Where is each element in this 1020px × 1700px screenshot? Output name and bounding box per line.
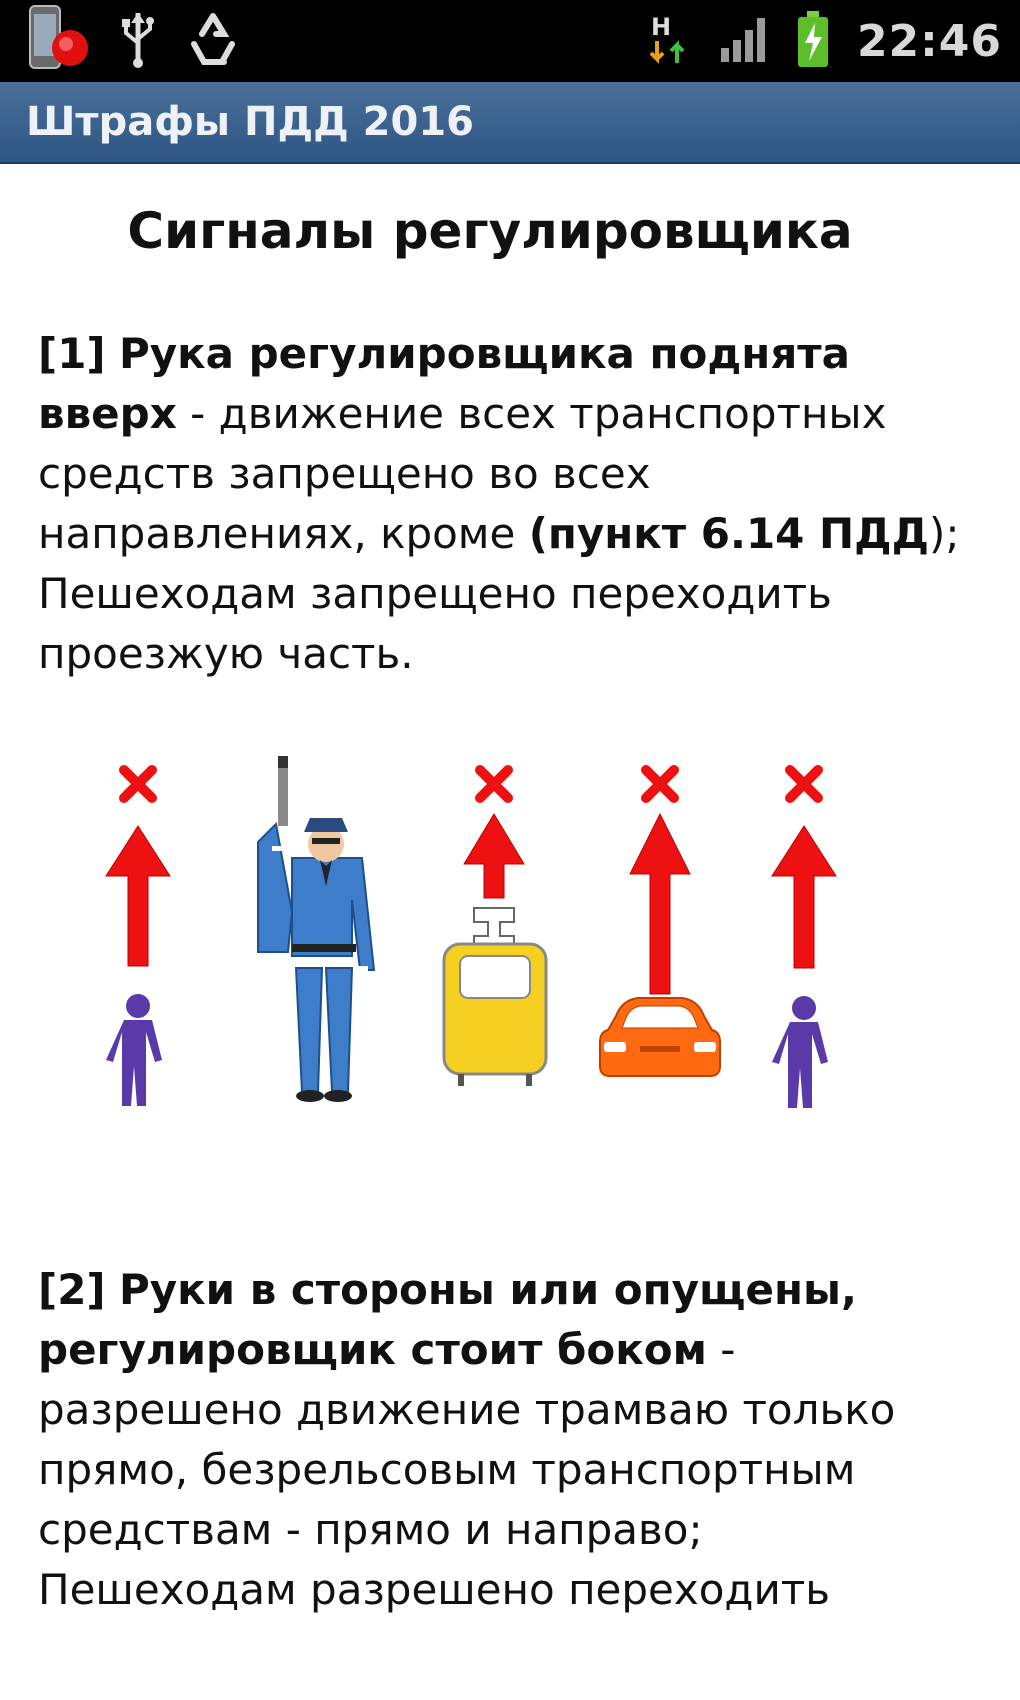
prohibited-cross-icon (124, 770, 152, 798)
arrow-up-icon (772, 826, 836, 968)
rule-2-heading: Руки в стороны или опущены, регулировщик стоит боком (38, 1265, 857, 1374)
status-bar (0, 0, 1020, 82)
traffic-controller-illustration (80, 754, 920, 1134)
page-title: Сигналы регулировщика (127, 202, 853, 260)
arrow-up-icon (106, 826, 170, 966)
rule-1-number: [1] (38, 329, 106, 378)
prohibited-cross-icon (790, 770, 818, 798)
rule-1-text: движение всех транспортных средств запрещено во всех направлениях, кроме (38, 389, 887, 558)
car-icon (600, 998, 720, 1076)
pedestrian-column-left (106, 770, 170, 1106)
pedestrian-column-right (772, 770, 836, 1108)
data-arrows-icon (647, 9, 693, 73)
recycle-icon (184, 10, 242, 72)
prohibited-cross-icon (646, 770, 674, 798)
rule-2-pedestrians: Пешеходам разрешено переходить (38, 1565, 830, 1614)
pedestrian-icon (772, 996, 828, 1108)
pedestrian-icon (106, 994, 162, 1106)
car-column (600, 770, 720, 1076)
rule-1 (38, 324, 988, 684)
rule-2-separator: - (706, 1325, 736, 1374)
article-content[interactable] (0, 164, 1020, 1700)
rule-2 (38, 1260, 988, 1620)
arrow-up-icon (630, 814, 690, 994)
traffic-officer-figure (258, 756, 374, 1102)
rule-1-reference-tail: ); (928, 509, 960, 558)
rule-1-separator: - (176, 389, 219, 438)
app-bar (0, 82, 1020, 164)
rule-1-reference: (пункт 6.14 ПДД (528, 509, 929, 558)
battery-charging-icon (795, 9, 831, 73)
arrow-up-icon (464, 814, 524, 898)
signal-icon (719, 14, 769, 68)
usb-icon (118, 9, 158, 73)
clock: 22:46 (856, 15, 1002, 67)
app-title: Штрафы ПДД 2016 (26, 99, 474, 145)
rule-1-heading: Рука регулировщика поднята вверх (38, 329, 850, 438)
tram-column (444, 770, 546, 1086)
rule-2-text: разрешено движение трамваю только прямо, безрельсовым транспортным средствам - прямо и направо; (38, 1385, 896, 1554)
rule-1-pedestrians: Пешеходам запрещено переходить проезжую часть. (38, 569, 832, 678)
rule-2-number: [2] (38, 1265, 106, 1314)
phone-icon (22, 4, 92, 78)
network-type-label: H (650, 13, 672, 41)
prohibited-cross-icon (480, 770, 508, 798)
